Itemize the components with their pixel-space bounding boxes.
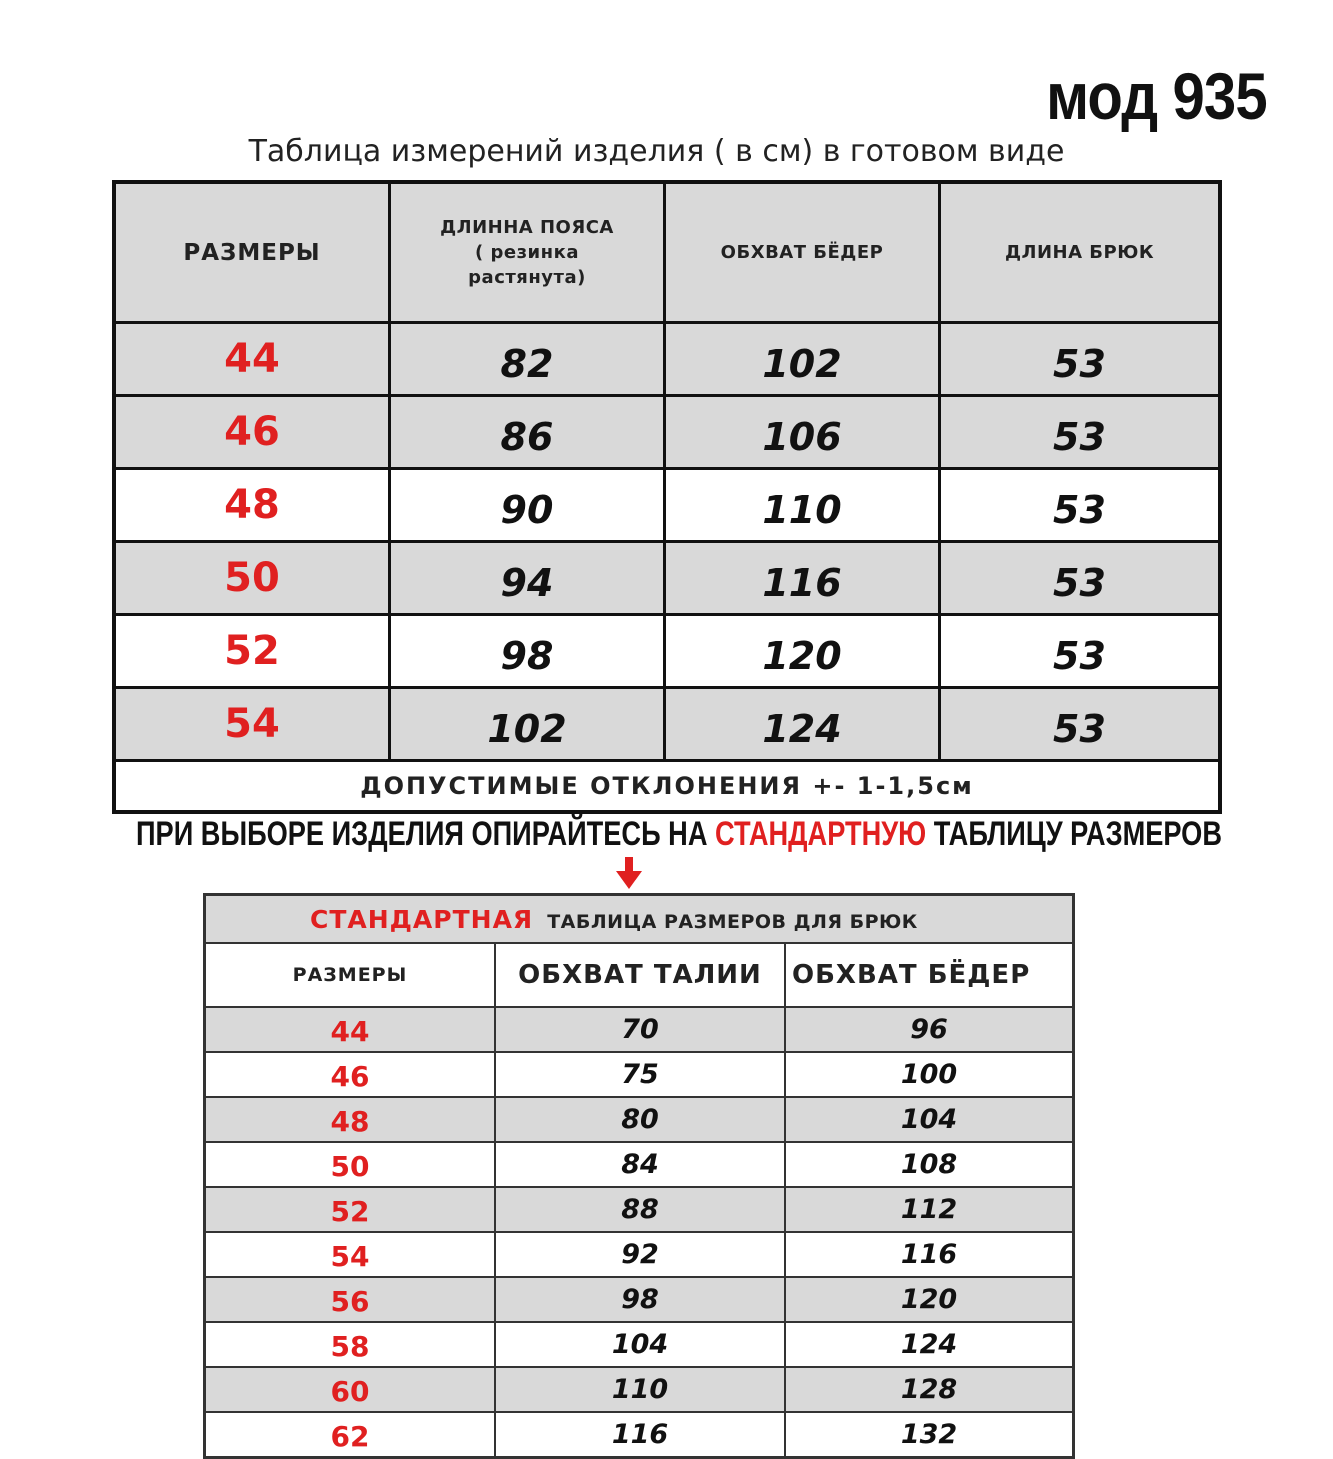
header-sizes: [114, 182, 390, 323]
measure-table-caption-text: Таблица измерений изделия ( в см) в готовом виде: [248, 134, 1065, 169]
waist-cell: 92: [495, 1232, 785, 1277]
size-cell: 44: [114, 323, 390, 396]
hips-cell: 116: [785, 1232, 1074, 1277]
standard-header-sizes: РАЗМЕРЫ: [205, 943, 496, 1007]
model-number: мод 935: [1046, 59, 1267, 133]
advice-highlight: СТАНДАРТНУЮ: [715, 815, 927, 853]
header-hips-label: ОБХВАТ БЁДЕР: [720, 242, 884, 263]
size-cell: 62: [205, 1412, 496, 1458]
waist-cell: 102: [390, 688, 665, 761]
tolerance-note: ДОПУСТИМЫЕ ОТКЛОНЕНИЯ +- 1-1,5см: [114, 761, 1220, 813]
table-row: [205, 1367, 1074, 1412]
hips-cell: 100: [785, 1052, 1074, 1097]
standard-title-red: СТАНДАРТНАЯ: [310, 904, 534, 934]
hips-cell: 120: [665, 615, 940, 688]
hips-cell: 120: [785, 1277, 1074, 1322]
header-waist-length: [390, 182, 665, 323]
tolerance-row: [114, 761, 1220, 813]
waist-cell: 116: [495, 1412, 785, 1458]
table-row: [205, 1052, 1074, 1097]
table-row: [205, 1007, 1074, 1052]
size-cell: 52: [205, 1187, 496, 1232]
table-row: [205, 1232, 1074, 1277]
measurement-table: [112, 180, 1222, 814]
waist-cell: 98: [390, 615, 665, 688]
standard-size-table: [203, 893, 1075, 1459]
size-cell: 58: [205, 1322, 496, 1367]
table-row: [205, 1277, 1074, 1322]
length-cell: 53: [940, 396, 1221, 469]
waist-cell: 84: [495, 1142, 785, 1187]
header-hips: [665, 182, 940, 323]
table-row: [205, 1187, 1074, 1232]
measure-table-caption: [0, 134, 1333, 169]
waist-cell: 86: [390, 396, 665, 469]
size-cell: 54: [205, 1232, 496, 1277]
size-cell: 56: [205, 1277, 496, 1322]
size-cell: 50: [205, 1142, 496, 1187]
header-waist-line1: ДЛИННА ПОЯСА: [440, 217, 614, 238]
waist-cell: 110: [495, 1367, 785, 1412]
size-cell: 50: [114, 542, 390, 615]
length-cell: 53: [940, 688, 1221, 761]
standard-title-rest: ТАБЛИЦА РАЗМЕРОВ ДЛЯ БРЮК: [547, 910, 918, 933]
header-length: [940, 182, 1221, 323]
hips-cell: 106: [665, 396, 940, 469]
table-row: [205, 1412, 1074, 1458]
header-sizes-label: РАЗМЕРЫ: [183, 239, 321, 266]
hips-cell: 104: [785, 1097, 1074, 1142]
table-row: [114, 615, 1220, 688]
waist-cell: 82: [390, 323, 665, 396]
advice-line: [136, 815, 1222, 854]
table-row: [205, 1142, 1074, 1187]
hips-cell: 124: [665, 688, 940, 761]
waist-cell: 75: [495, 1052, 785, 1097]
size-cell: 46: [114, 396, 390, 469]
length-cell: 53: [940, 323, 1221, 396]
standard-header-waist: ОБХВАТ ТАЛИИ: [495, 943, 785, 1007]
table-row: [114, 688, 1220, 761]
size-cell: 52: [114, 615, 390, 688]
standard-title-row: [205, 895, 1074, 944]
table-row: [114, 469, 1220, 542]
length-cell: 53: [940, 469, 1221, 542]
standard-header-row: [205, 943, 1074, 1007]
measurement-header-row: [114, 182, 1220, 323]
hips-cell: 96: [785, 1007, 1074, 1052]
size-cell: 60: [205, 1367, 496, 1412]
waist-cell: 94: [390, 542, 665, 615]
size-cell: 48: [114, 469, 390, 542]
waist-cell: 104: [495, 1322, 785, 1367]
size-cell: 46: [205, 1052, 496, 1097]
table-row: [114, 542, 1220, 615]
hips-cell: 108: [785, 1142, 1074, 1187]
size-cell: 48: [205, 1097, 496, 1142]
length-cell: 53: [940, 615, 1221, 688]
waist-cell: 88: [495, 1187, 785, 1232]
length-cell: 53: [940, 542, 1221, 615]
hips-cell: 110: [665, 469, 940, 542]
advice-part1: ПРИ ВЫБОРЕ ИЗДЕЛИЯ ОПИРАЙТЕСЬ НА: [136, 815, 716, 853]
hips-cell: 124: [785, 1322, 1074, 1367]
standard-title-cell: [205, 895, 1074, 944]
hips-cell: 116: [665, 542, 940, 615]
table-row: [114, 323, 1220, 396]
header-waist-line2: ( резинка: [475, 242, 579, 263]
table-row: [205, 1097, 1074, 1142]
table-row: [205, 1322, 1074, 1367]
hips-cell: 132: [785, 1412, 1074, 1458]
table-row: [114, 396, 1220, 469]
hips-cell: 102: [665, 323, 940, 396]
header-length-label: ДЛИНА БРЮК: [1004, 242, 1155, 263]
standard-header-hips: ОБХВАТ БЁДЕР: [785, 943, 1074, 1007]
size-cell: 54: [114, 688, 390, 761]
waist-cell: 80: [495, 1097, 785, 1142]
hips-cell: 112: [785, 1187, 1074, 1232]
arrow-down-icon: [616, 857, 642, 889]
size-cell: 44: [205, 1007, 496, 1052]
waist-cell: 90: [390, 469, 665, 542]
waist-cell: 70: [495, 1007, 785, 1052]
hips-cell: 128: [785, 1367, 1074, 1412]
advice-part2: ТАБЛИЦУ РАЗМЕРОВ: [926, 815, 1222, 853]
waist-cell: 98: [495, 1277, 785, 1322]
header-waist-line3: растянута): [468, 267, 586, 288]
